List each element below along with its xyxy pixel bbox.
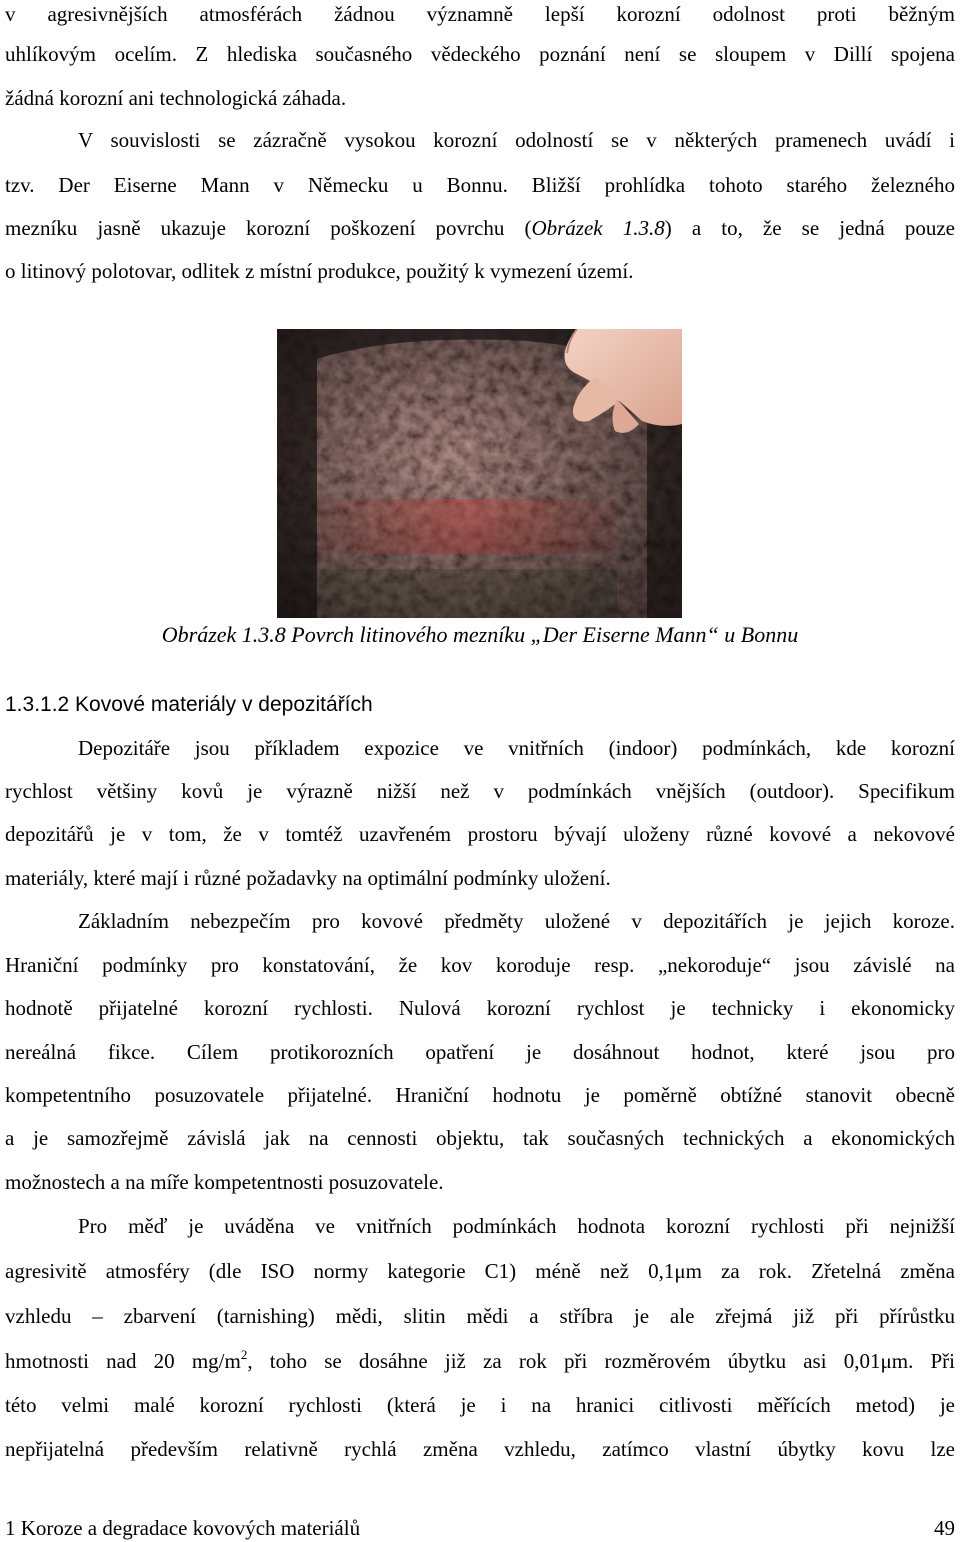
text-line: nepřijatelná především relativně rychlá změna vzhledu, zatímco vlastní úbytky kovu lze [5,1437,955,1461]
text-segment: , toho se dosáhne již za rok při rozměrovém úbytku asi 0,01μm. Při [247,1349,955,1373]
text-line: Pro měď je uváděna ve vnitřních podmínkách hodnota korozní rychlosti při nejnižší [78,1214,955,1238]
superscript: 2 [240,1347,248,1362]
text-line: v agresivnějších atmosférách žádnou významně lepší korozní odolnost proti běžným [5,2,955,26]
text-segment: mezníku jasně ukazuje korozní poškození povrchu ( [5,216,532,240]
page-footer [5,1514,955,1542]
text-segment: hmotnosti nad 20 mg/m [5,1349,241,1373]
section-heading: 1.3.1.2 Kovové materiály v depozitářích [5,693,373,716]
text-line: tzv. Der Eiserne Mann v Německu u Bonnu. Bližší prohlídka tohoto starého železného [5,173,955,197]
footer-chapter: 1 Koroze a degradace kovových materiálů [5,1516,361,1540]
text-line: depozitářů je v tom, že v tomtéž uzavřeném prostoru bývají uloženy různé kovové a nekovové [5,822,955,846]
text-line: V souvislosti se zázračně vysokou korozní odolností se v některých pramenech uvádí i [78,128,955,152]
text-line: a je samozřejmě závislá jak na cennosti objektu, tak současných technických a ekonomických [5,1126,955,1150]
text-line: uhlíkovým ocelím. Z hlediska současného vědeckého poznání není se sloupem v Dillí spojena [5,42,955,66]
text-line: kompetentního posuzovatele přijatelné. Hraniční hodnotu je poměrně obtížné stanovit obecně [5,1083,955,1107]
text-line: možnostech a na míře kompetentnosti posuzovatele. [5,1170,444,1194]
figure-reference: Obrázek 1.3.8 [531,216,665,240]
text-line: rychlost většiny kovů je výrazně nižší než v podmínkách vnějších (outdoor). Specifikum [5,779,955,803]
text-line: vzhledu – zbarvení (tarnishing) mědi, slitin mědi a stříbra je ale zřejmá již při přírůstku [5,1304,955,1328]
text-line: Základním nebezpečím pro kovové předměty uložené v depozitářích je jejich koroze. [78,909,955,933]
text-line: materiály, které mají i různé požadavky na optimální podmínky uložení. [5,866,611,890]
text-line: agresivitě atmosféry (dle ISO normy kategorie C1) méně než 0,1μm za rok. Zřetelná změna [5,1259,955,1283]
figure-photo [277,329,682,618]
text-line: o litinový polotovar, odlitek z místní produkce, použitý k vymezení území. [5,259,634,283]
text-line: nereálná fikce. Cílem protikorozních opatření je dosáhnout hodnot, které jsou pro [5,1040,955,1064]
text-line [5,1347,955,1375]
text-line [5,214,955,242]
text-segment: ) a to, že se jedná pouze [664,216,955,240]
text-line: Depozitáře jsou příkladem expozice ve vnitřních (indoor) podmínkách, kde korozní [78,736,955,760]
page-number: 49 [934,1516,955,1540]
iron-post-photo [277,329,682,618]
figure-caption: Obrázek 1.3.8 Povrch litinového mezníku „Der Eiserne Mann“ u Bonnu [161,622,799,647]
text-line: Hraniční podmínky pro konstatování, že kov koroduje resp. „nekoroduje“ jsou závislé na [5,953,955,977]
text-line: hodnotě přijatelné korozní rychlosti. Nulová korozní rychlost je technicky i ekonomicky [5,996,955,1020]
text-line: žádná korozní ani technologická záhada. [5,86,347,110]
text-line: této velmi malé korozní rychlosti (která je i na hranici citlivosti měřících metod) je [5,1393,955,1417]
